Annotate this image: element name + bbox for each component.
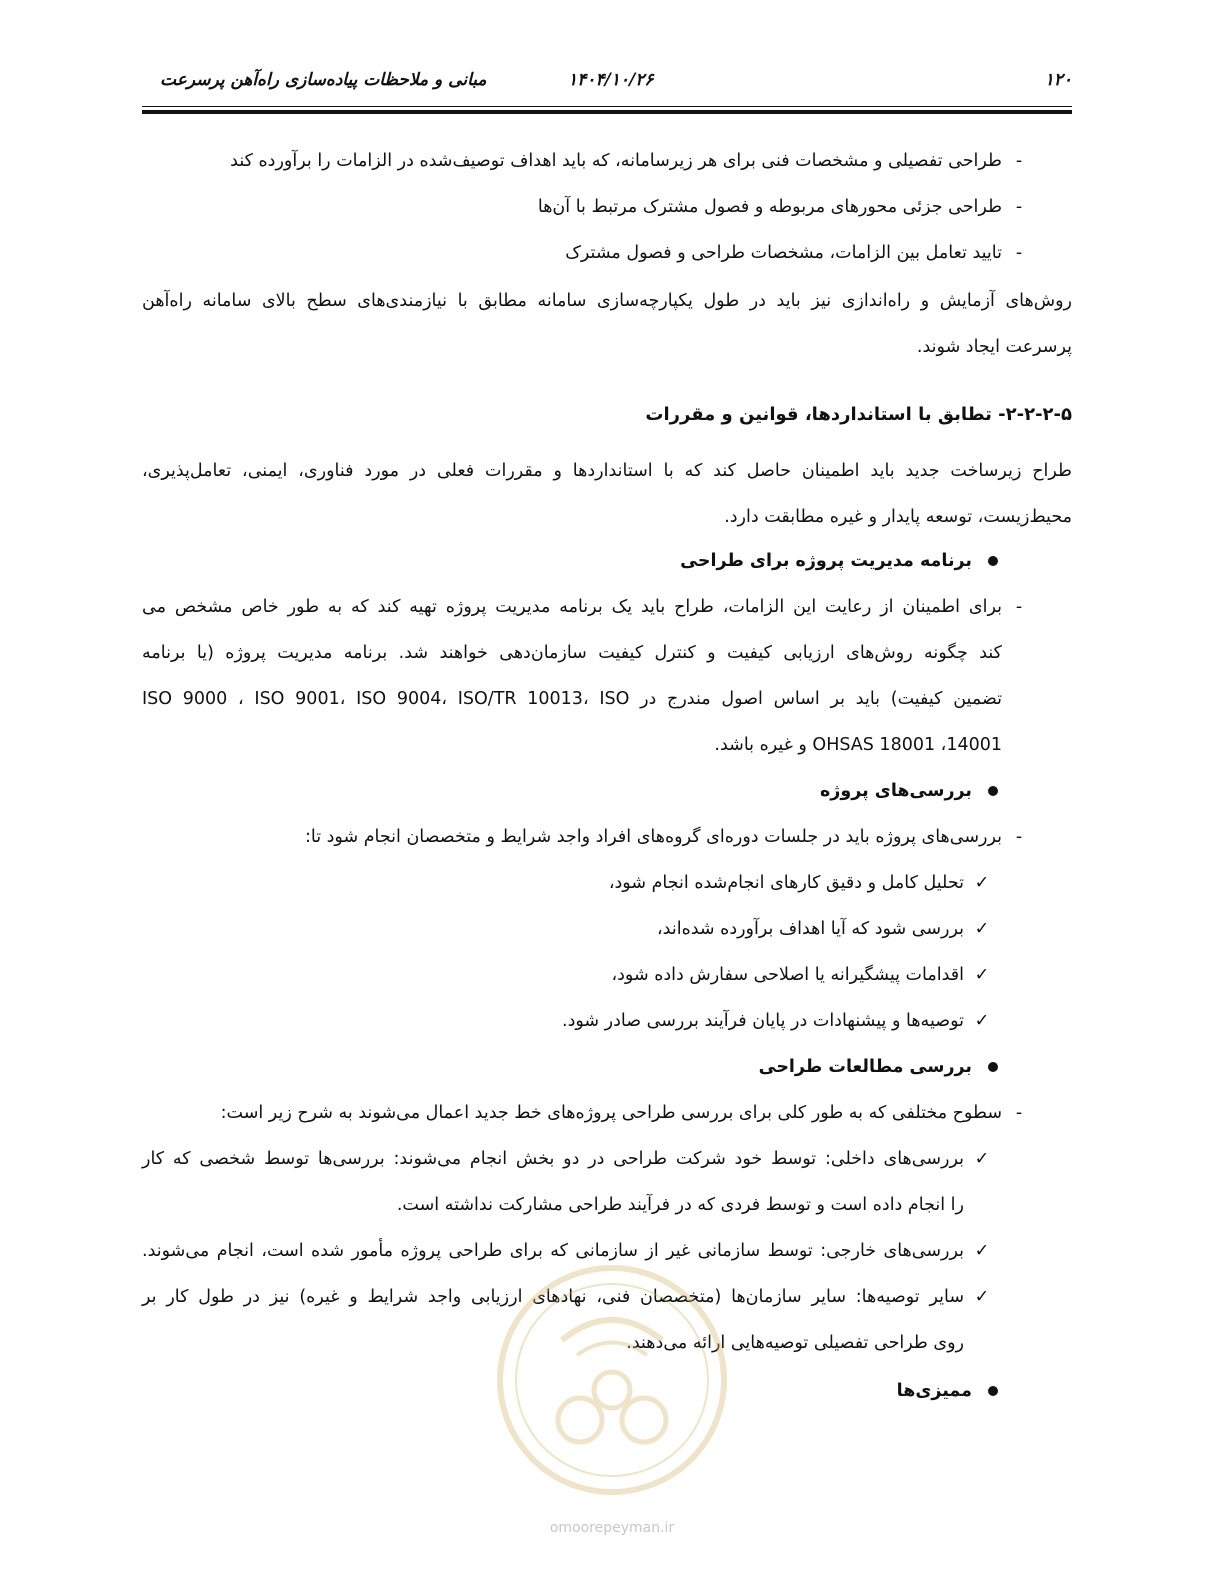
list-item-line: برای اطمینان از رعایت این الزامات، طراح باید یک برنامه مدیریت پروژه تهیه کند که به طور خاص مشخص می <box>142 597 1002 617</box>
watermark-logo <box>492 1260 732 1500</box>
check-icon: ✓ <box>974 1149 990 1169</box>
section-heading: ۲-۲-۲-۵- تطابق با استانداردها، قوانین و مقررات <box>645 404 1072 425</box>
dash-marker: - <box>1015 243 1023 263</box>
list-item: تایید تعامل بین الزامات، مشخصات طراحی و فصول مشترک <box>565 243 1002 263</box>
watermark-text: omoorepeyman.ir <box>549 1520 675 1536</box>
list-item: طراحی تفصیلی و مشخصات فنی برای هر زیرسامانه، که باید اهداف توصیف‌شده در الزامات را برآورده کند <box>230 151 1002 171</box>
bullet-title: ممیزی‌ها <box>896 1381 972 1401</box>
paragraph-line: روش‌های آزمایش و راه‌اندازی نیز باید در طول یکپارچه‌سازی سامانه مطابق با نیازمندی‌های سطح بالای سامانه راه‌آهن <box>142 291 1072 311</box>
bullet-icon <box>988 786 998 796</box>
header-date: ۱۴۰۴/۱۰/۲۶ <box>568 70 654 90</box>
check-item: بررسی شود که آیا اهداف برآورده شده‌اند، <box>657 919 964 939</box>
list-item-line: تضمین کیفیت) باید بر اساس اصول مندرج در ISO 9000 ، ISO 9001، ISO 9004، ISO/TR 10013، ISO <box>142 689 1002 709</box>
check-item-line: بررسی‌های خارجی: توسط سازمانی غیر از سازمانی که برای طراحی پروژه مأمور شده است، انجام می‌شوند. <box>142 1241 964 1261</box>
bullet-title: بررسی‌های پروژه <box>819 781 972 801</box>
dash-marker: - <box>1015 151 1023 171</box>
check-icon: ✓ <box>974 1241 990 1261</box>
dash-marker: - <box>1015 597 1023 617</box>
paragraph-line: محیط‌زیست، توسعه پایدار و غیره مطابقت دارد. <box>724 507 1072 527</box>
dash-marker: - <box>1015 827 1023 847</box>
check-item: تحلیل کامل و دقیق کارهای انجام‌شده انجام شود، <box>608 873 964 893</box>
check-icon: ✓ <box>974 1011 990 1031</box>
check-item-line: روی طراحی تفصیلی توصیه‌هایی ارائه می‌دهند. <box>626 1333 964 1353</box>
list-item: سطوح مختلفی که به طور کلی برای بررسی طراحی پروژه‌های خط جدید اعمال می‌شوند به شرح زیر است: <box>220 1103 1002 1123</box>
check-icon: ✓ <box>974 919 990 939</box>
dash-marker: - <box>1015 1103 1023 1123</box>
list-item-line: کند چگونه روش‌های ارزیابی کیفیت و کنترل کیفیت سازمان‌دهی خواهند شد. برنامه مدیریت پروژه (یا برنامه <box>142 643 1002 663</box>
page-number: ۱۲۰ <box>1044 70 1072 90</box>
check-icon: ✓ <box>974 873 990 893</box>
header-title: مبانی و ملاحظات پیاده‌سازی راه‌آهن پرسرعت <box>160 70 487 90</box>
check-item: توصیه‌ها و پیشنهادات در پایان فرآیند بررسی صادر شود. <box>562 1011 964 1031</box>
check-item-line: را انجام داده است و توسط فردی که در فرآیند طراحی مشارکت نداشته است. <box>396 1195 964 1215</box>
list-item: بررسی‌های پروژه باید در جلسات دوره‌ای گروه‌های افراد واجد شرایط و متخصصان انجام شود تا: <box>304 827 1002 847</box>
dash-marker: - <box>1015 197 1023 217</box>
bullet-title: بررسی مطالعات طراحی <box>758 1057 972 1077</box>
bullet-icon <box>988 1062 998 1072</box>
check-item: اقدامات پیشگیرانه یا اصلاحی سفارش داده شود، <box>611 965 964 985</box>
paragraph-line: پرسرعت ایجاد شوند. <box>916 337 1072 357</box>
check-icon: ✓ <box>974 1287 990 1307</box>
check-item-line: سایر توصیه‌ها: سایر سازمان‌ها (متخصصان فنی، نهادهای ارزیابی واجد شرایط و غیره) نیز در طول کار بر <box>142 1287 964 1307</box>
bullet-title: برنامه مدیریت پروژه برای طراحی <box>680 551 972 571</box>
list-item-line: 14001، OHSAS 18001 و غیره باشد. <box>714 735 1002 755</box>
bullet-icon <box>988 556 998 566</box>
list-item: طراحی جزئی محورهای مربوطه و فصول مشترک مرتبط با آن‌ها <box>537 197 1002 217</box>
bullet-icon <box>988 1386 998 1396</box>
check-icon: ✓ <box>974 965 990 985</box>
header-rule-thin <box>142 106 1072 107</box>
header-rule-thick <box>142 110 1072 114</box>
paragraph-line: طراح زیرساخت جدید باید اطمینان حاصل کند که با استانداردها و مقررات فعلی در مورد فناوری، ایمنی، تعامل‌پذیری، <box>142 461 1072 481</box>
check-item-line: بررسی‌های داخلی: توسط خود شرکت طراحی در دو بخش انجام می‌شوند: بررسی‌ها توسط شخصی که کار <box>142 1149 964 1169</box>
document-body <box>142 138 1072 1438</box>
